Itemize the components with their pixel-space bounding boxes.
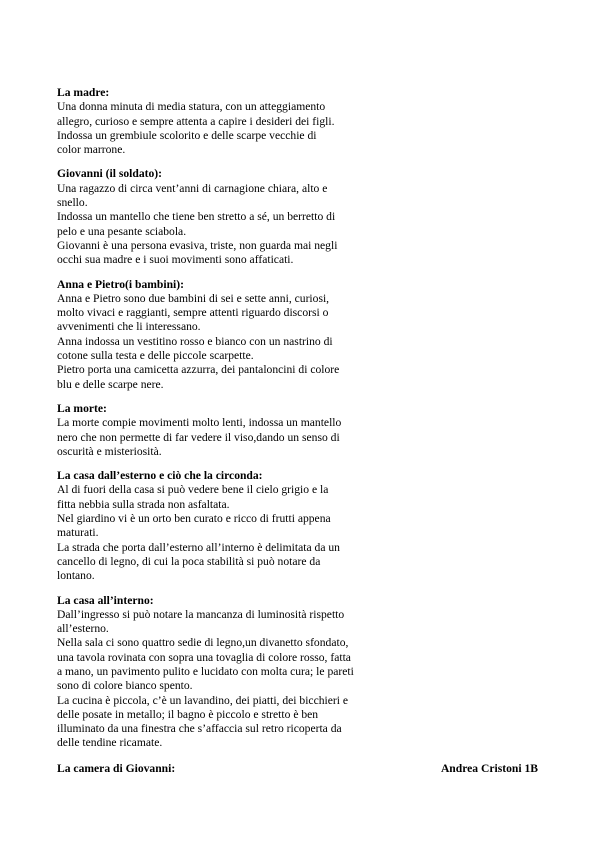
body-text-line: Anna e Pietro sono due bambini di sei e sette anni, curiosi, <box>57 291 330 305</box>
section-heading: La casa all’interno: <box>57 593 154 607</box>
body-text-line: pelo e una pesante sciabola. <box>57 224 187 238</box>
body-text-line: delle tendine ricamate. <box>57 736 163 750</box>
body-text-line: Una ragazzo di circa vent’anni di carnagione chiara, alto e <box>57 181 328 195</box>
body-text-line: avvenimenti che li interessano. <box>57 320 201 334</box>
document-section <box>57 402 367 459</box>
section-heading: La morte: <box>57 401 107 415</box>
body-text-line: occhi sua madre e i suoi movimenti sono affaticati. <box>57 253 294 267</box>
body-text-line: allegro, curioso e sempre attenta a capire i desideri dei figli. <box>57 114 335 128</box>
body-text-line: Pietro porta una camicetta azzurra, dei pantaloncini di colore <box>57 363 340 377</box>
body-text-line: a mano, un pavimento pulito e lucidato con molta cura; le pareti <box>57 664 354 678</box>
section-heading-camera-di-giovanni: La camera di Giovanni: <box>57 762 176 775</box>
body-text-line: molto vivaci e raggianti, sempre attenti riguardo discorsi o <box>57 306 329 320</box>
body-text-line: Al di fuori della casa si può vedere bene il cielo grigio e la <box>57 483 329 497</box>
section-heading: Anna e Pietro(i bambini): <box>57 277 184 291</box>
author-signature: Andrea Cristoni 1B <box>440 762 538 775</box>
body-text-line: La strada che porta dall’esterno all’interno è delimitata da un <box>57 540 340 554</box>
body-text-line: oscurità e misteriosità. <box>57 444 162 458</box>
body-text-line: delle posate in metallo; il bagno è piccolo e stretto è ben <box>57 707 319 721</box>
section-heading: La casa dall’esterno e ciò che la circonda: <box>57 469 263 483</box>
document-section <box>57 594 367 751</box>
document-section <box>57 278 367 392</box>
body-text-line: lontano. <box>57 569 95 583</box>
body-text-line: cancello di legno, di cui la poca stabilità si può notare da <box>57 554 321 568</box>
body-text-line: La morte compie movimenti molto lenti, indossa un mantello <box>57 416 342 430</box>
body-text-line: Indossa un mantello che tiene ben stretto a sé, un berretto di <box>57 210 336 224</box>
body-text-line: Nel giardino vi è un orto ben curato e ricco di frutti appena <box>57 512 331 526</box>
body-text-line: Indossa un grembiule scolorito e delle scarpe vecchie di <box>57 128 317 142</box>
document-section <box>57 469 367 583</box>
body-text-line: una tavola rovinata con sopra una tovaglia di colore rosso, fatta <box>57 650 351 664</box>
body-text-line: La cucina è piccola, c’è un lavandino, dei piatti, dei bicchieri e <box>57 693 348 707</box>
body-text-line: fitta nebbia sulla strada non asfaltata. <box>57 497 230 511</box>
body-text-line: blu e delle scarpe nere. <box>57 377 164 391</box>
body-text-line: maturati. <box>57 526 99 540</box>
body-text-line: nero che non permette di far vedere il viso,dando un senso di <box>57 430 340 444</box>
body-text-line: Dall’ingresso si può notare la mancanza di luminosità rispetto <box>57 607 345 621</box>
document-body <box>57 86 367 761</box>
body-text-line: cotone sulla testa e delle piccole scarpette. <box>57 349 254 363</box>
body-text-line: all’esterno. <box>57 622 109 636</box>
body-text-line: Una donna minuta di media statura, con un atteggiamento <box>57 100 326 114</box>
body-text-line: Giovanni è una persona evasiva, triste, non guarda mai negli <box>57 238 338 252</box>
section-heading: La madre: <box>57 86 110 99</box>
body-text-line: color marrone. <box>57 143 126 157</box>
body-text-line: Nella sala ci sono quattro sedie di legno,un divanetto sfondato, <box>57 636 349 650</box>
body-text-line: sono di colore bianco spento. <box>57 679 193 693</box>
body-text-line: illuminato da una finestra che s’affaccia sul retro ricoperta da <box>57 722 342 736</box>
document-section <box>57 167 367 267</box>
section-heading: Giovanni (il soldato): <box>57 167 163 181</box>
body-text-line: Anna indossa un vestitino rosso e bianco con un nastrino di <box>57 334 333 348</box>
body-text-line: snello. <box>57 196 88 210</box>
document-section <box>57 86 367 157</box>
